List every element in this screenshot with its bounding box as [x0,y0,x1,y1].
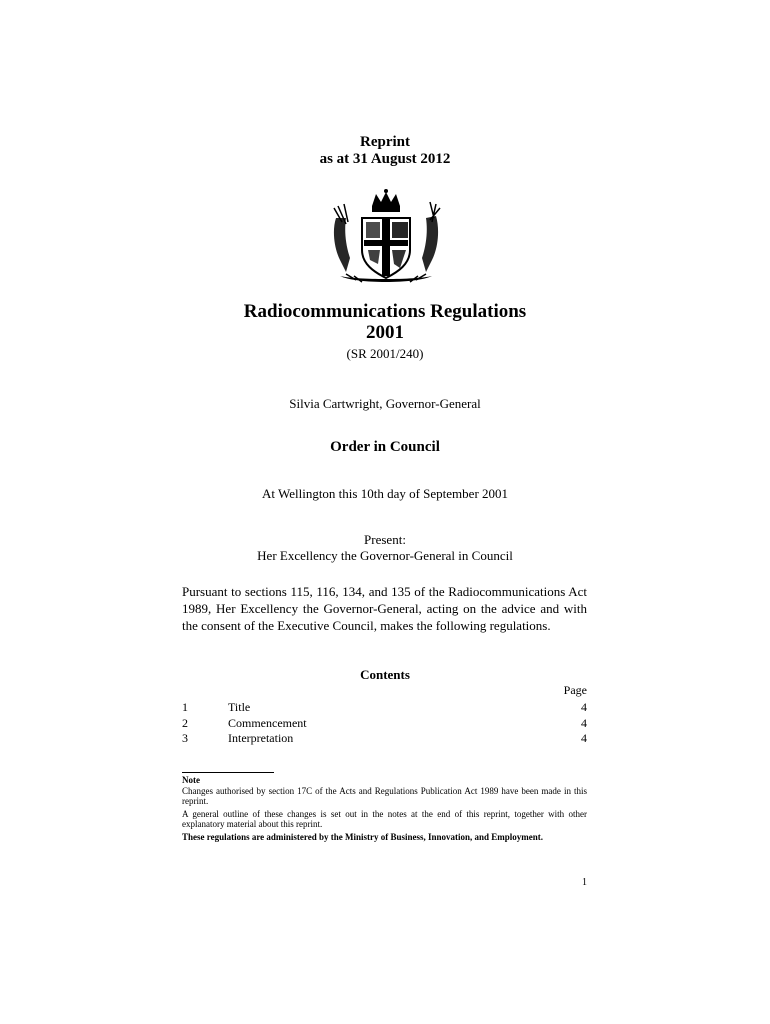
location-date: At Wellington this 10th day of September 2001 [261,486,509,501]
pursuant-paragraph: Pursuant to sections 115, 116, 134, and 135 of the Radiocommunications Act 1989, Her Excellency the Governor-General, acting on the advice and with the consent of the Executive Council, makes the following regulations. [182,584,587,633]
note-paragraph-1: Changes authorised by section 17C of the Acts and Regulations Publication Act 1989 have been made in this reprint. [182,785,587,806]
note-block [182,775,587,844]
toc-row[interactable] [182,700,587,716]
note-heading: Note [182,775,200,785]
present-label: Present: [364,532,406,547]
nz-coat-of-arms-icon [326,188,446,288]
footnote-divider [182,772,274,773]
note-paragraph-3: These regulations are administered by the Ministry of Business, Innovation, and Employment. [182,831,544,842]
reprint-label: Reprint [360,134,410,150]
present-who: Her Excellency the Governor-General in Council [257,548,513,563]
present-block [0,532,770,564]
toc-number: 1 [182,700,188,714]
order-heading: Order in Council [330,439,440,455]
title-line-1: Radiocommunications Regulations [243,301,527,322]
toc-row[interactable] [182,731,587,747]
toc-row[interactable] [182,716,587,732]
reprint-date: as at 31 August 2012 [319,151,451,167]
toc-number: 2 [182,715,188,730]
contents-page-label: Page [563,683,587,697]
toc-title[interactable]: Title [228,700,251,714]
toc-title[interactable]: Commencement [228,715,307,730]
regulation-title [0,301,770,343]
contents-heading: Contents [360,667,410,682]
page-number: 1 [582,877,587,888]
toc-page: 4 [581,700,587,714]
governor-general: Silvia Cartwright, Governor-General [289,396,481,411]
table-of-contents [182,700,587,747]
toc-number: 3 [182,731,188,745]
toc-page: 4 [581,715,587,730]
toc-title[interactable]: Interpretation [228,731,294,745]
title-line-2: 2001 [366,322,404,343]
reprint-heading [0,134,770,168]
toc-page: 4 [581,731,587,745]
sr-number: (SR 2001/240) [346,346,424,361]
note-paragraph-2: A general outline of these changes is set out in the notes at the end of this reprint, together with other explanatory material about this reprint. [182,808,587,829]
